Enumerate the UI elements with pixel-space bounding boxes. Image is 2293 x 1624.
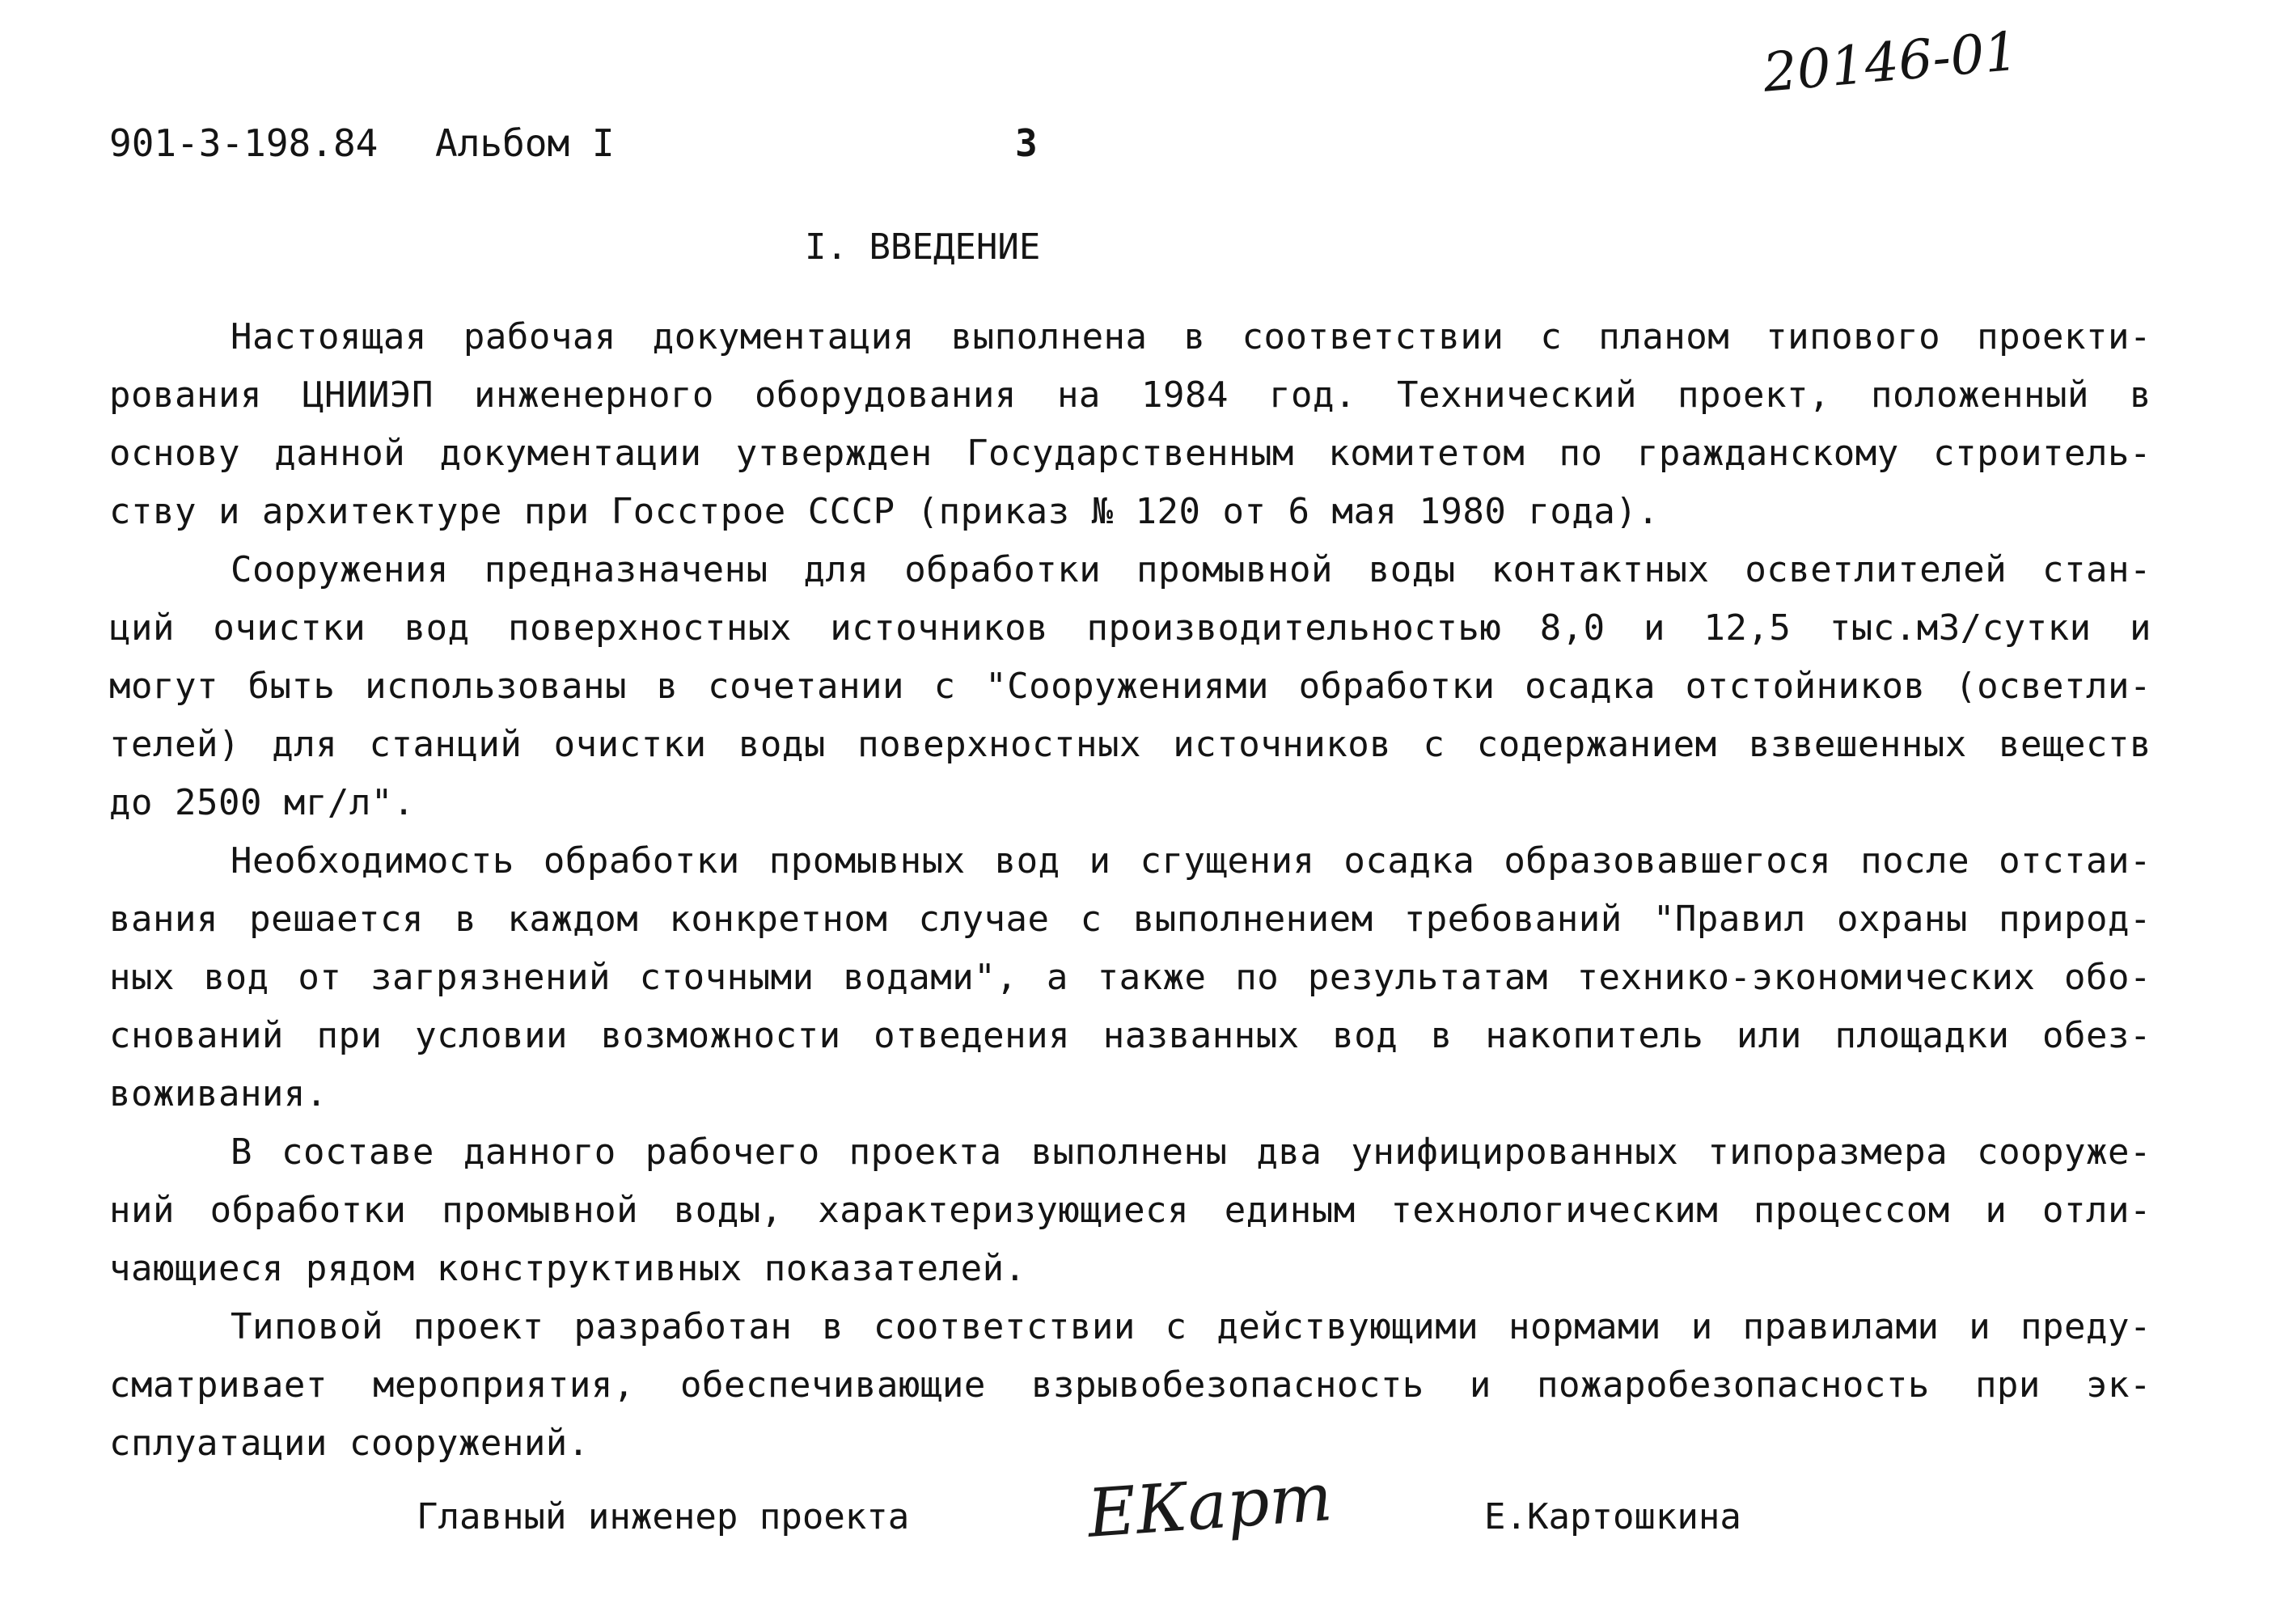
text-line: ций очистки вод поверхностных источников производительностью 8,0 и 12,5 тыс.м3/сутки и xyxy=(109,607,2151,649)
text-line: основу данной документации утвержден Государственным комитетом по гражданскому строитель- xyxy=(109,433,2151,474)
document-code: 901-3-198.84 xyxy=(109,121,379,165)
text-line: телей) для станций очистки воды поверхностных источников с содержанием взвешенных веществ xyxy=(109,724,2151,765)
text-line: рования ЦНИИЭП инженерного оборудования на 1984 год. Технический проект, положенный в xyxy=(109,374,2151,416)
text-line: воживания. xyxy=(109,1073,328,1114)
album-label: Альбом I xyxy=(435,121,615,165)
handwritten-signature: ЕКарт xyxy=(1085,1459,1335,1553)
text-line: ству и архитектуре при Госстрое СССР (приказ № 120 от 6 мая 1980 года). xyxy=(109,491,1660,532)
text-line: В составе данного рабочего проекта выполнены два унифицированных типоразмера сооруже- xyxy=(231,1131,2151,1173)
text-line: сплуатации сооружений. xyxy=(109,1423,590,1464)
signatory-name: Е.Картошкина xyxy=(1484,1496,1741,1537)
text-line: сматривает мероприятия, обеспечивающие взрывобезопасность и пожаробезопасность при эк- xyxy=(109,1364,2151,1406)
text-line: ний обработки промывной воды, характеризующиеся единым технологическим процессом и отли- xyxy=(109,1190,2151,1231)
text-line: Сооружения предназначены для обработки промывной воды контактных осветлителей стан- xyxy=(231,549,2151,590)
text-line: до 2500 мг/л". xyxy=(109,782,415,823)
text-line: могут быть использованы в сочетании с "Сооружениями обработки осадка отстойников (осветли- xyxy=(109,666,2151,707)
text-line: ных вод от загрязнений сточными водами", а также по результатам технико-экономических обо- xyxy=(109,957,2151,998)
text-line: Необходимость обработки промывных вод и сгущения осадка образовавшегося после отстаи- xyxy=(231,840,2151,882)
text-line: снований при условии возможности отведения названных вод в накопитель или площадки обез- xyxy=(109,1015,2151,1056)
text-line: чающиеся рядом конструктивных показателей. xyxy=(109,1248,1026,1289)
text-line: Типовой проект разработан в соответствии с действующими нормами и правилами и преду- xyxy=(231,1306,2151,1347)
handwritten-document-number: 20146-01 xyxy=(1760,19,2021,104)
section-title: I. ВВЕДЕНИЕ xyxy=(805,226,1041,268)
text-line: Настоящая рабочая документация выполнена в соответствии с планом типового проекти- xyxy=(231,316,2151,357)
page-number: 3 xyxy=(1015,121,1038,165)
text-line: вания решается в каждом конкретном случае с выполнением требований "Правил охраны природ- xyxy=(109,899,2151,940)
signatory-title: Главный инженер проекта xyxy=(417,1496,910,1537)
